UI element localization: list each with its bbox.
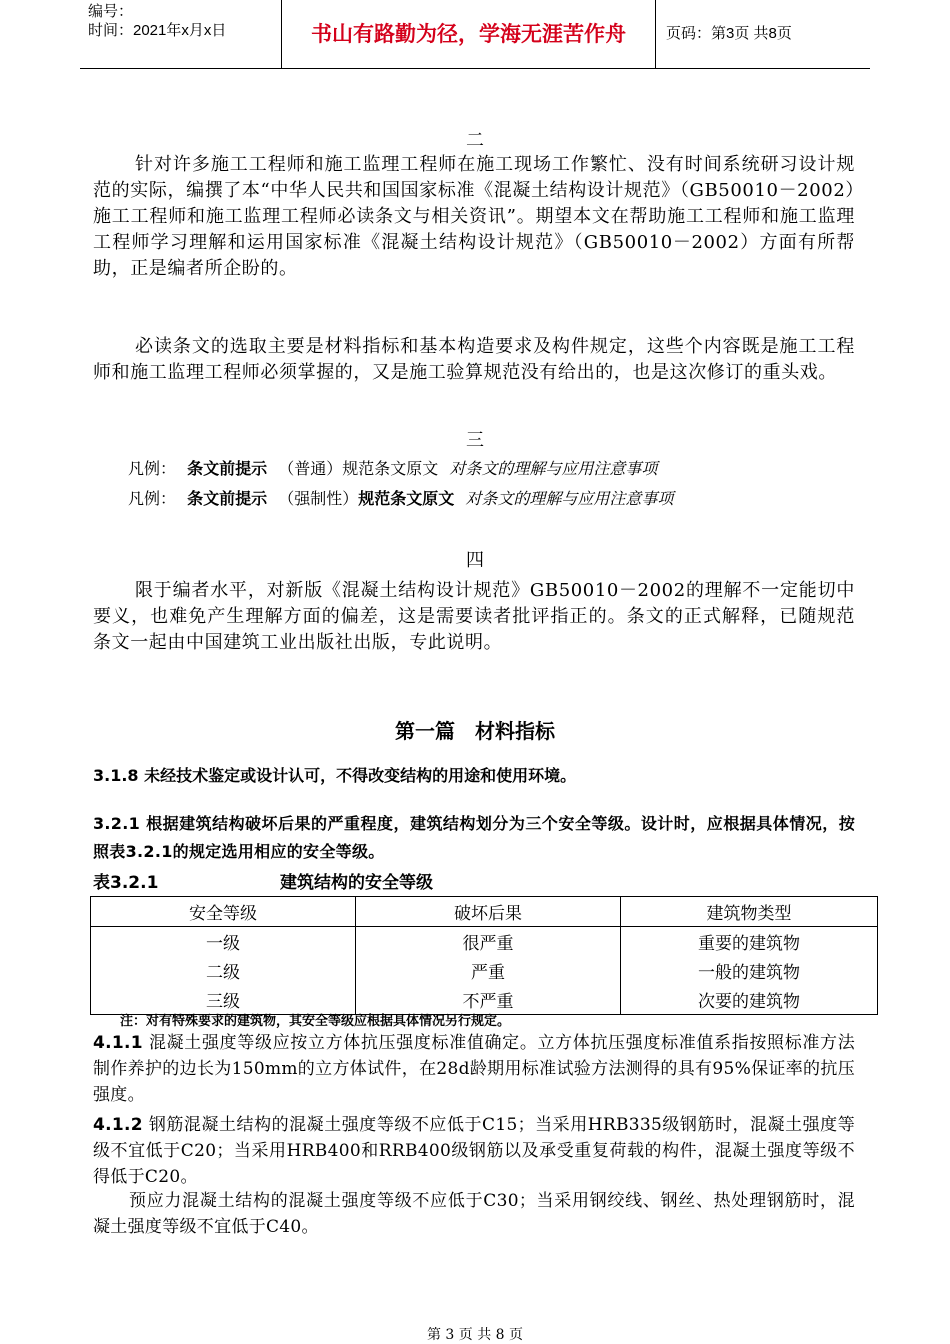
section-2-para-1: 针对许多施工工程师和施工监理工程师在施工现场工作繁忙、没有时间系统研习设计规范的实际，编撰了本“中华人民共和国国家标准《混凝土结构设计规范》（GB50010－2002）施工工程师和施工监理工程师必读条文与相关资讯”。期望本文在帮助施工工程师和施工监理工程师学习理解和运用国家标准《混凝土结构设计规范》（GB50010－2002）方面有所帮助，正是编者所企盼的。 (93, 154, 855, 279)
legend-note: 对条文的理解与应用注意事项 (465, 489, 674, 508)
legend-kind-bold: 规范条文原文 (358, 489, 455, 508)
section-3-heading: 三 (466, 430, 484, 451)
doc-number: 编号： (88, 3, 134, 20)
clause-3-2-1: 3.2.1 根据建筑结构破坏后果的严重程度，建筑结构划分为三个安全等级。设计时，应根据具体情况，按照表3.2.1的规定选用相应的安全等级。 (93, 814, 855, 861)
clause-text: 混凝土强度等级应按立方体抗压强度标准值确定。立方体抗压强度标准值系指按照标准方法制作养护的边长为150mm的立方体试件，在28d龄期用标准试验方法测得的具有95%保证率的抗压强度。 (93, 1033, 855, 1105)
header-page-number: 页码：第3页 共8页 (666, 25, 792, 42)
section-2-heading: 二 (466, 130, 484, 151)
legend-note: 对条文的理解与应用注意事项 (449, 459, 658, 478)
legend-kind: （强制性） (278, 489, 359, 508)
clause-number: 4.1.2 (93, 1115, 143, 1135)
table-header-cell: 破坏后果 (356, 897, 621, 927)
clause-4-1-2 (93, 1112, 855, 1190)
clause-4-1-2-para-2: 预应力混凝土结构的混凝土强度等级不应低于C30；当采用钢绞线、钢丝、热处理钢筋时，混凝土强度等级不宜低于C40。 (93, 1191, 855, 1237)
clause-3-1-8: 3.1.8 未经技术鉴定或设计认可，不得改变结构的用途和使用环境。 (93, 766, 577, 785)
table-header-cell: 安全等级 (91, 897, 356, 927)
section-2-para-2: 必读条文的选取主要是材料指标和基本构造要求及构件规定，这些个内容既是施工工程师和施工监理工程师必须掌握的，又是施工验算规范没有给出的，也是这次修订的重头戏。 (93, 336, 855, 383)
table-number: 表3.2.1 (93, 873, 159, 893)
legend-example-normal (128, 458, 663, 480)
table-cell: 重要的建筑物 (621, 927, 878, 957)
legend-example-mandatory (128, 488, 679, 510)
legend-label: 凡例： (128, 459, 177, 478)
table-title: 建筑结构的安全等级 (280, 873, 433, 893)
section-4-para: 限于编者水平，对新版《混凝土结构设计规范》GB50010－2002的理解不一定能切中要义，也难免产生理解方面的偏差，这是需要读者批评指正的。条文的正式解释，已随规范条文一起由中国建筑工业出版社出版，专此说明。 (93, 580, 855, 653)
section-4-heading: 四 (466, 550, 484, 571)
legend-kind: （普通）规范条文原文 (278, 459, 439, 478)
clause-text: 钢筋混凝土结构的混凝土强度等级不应低于C15；当采用HRB335级钢筋时，混凝土强度等级不宜低于C20；当采用HRB400和RRB400级钢筋以及承受重复荷载的构件，混凝土强度等级不得低于C20。 (93, 1115, 855, 1187)
table-cell: 严重 (356, 956, 621, 985)
table-header-cell: 建筑物类型 (621, 897, 878, 927)
table-note: 注：对有特殊要求的建筑物，其安全等级应根据具体情况另行规定。 (120, 1014, 511, 1029)
safety-level-table (90, 896, 878, 1015)
table-cell: 次要的建筑物 (621, 985, 878, 1015)
clause-4-1-1 (93, 1030, 855, 1108)
header-meta (80, 0, 282, 68)
table-caption (93, 868, 433, 893)
table-cell: 三级 (91, 985, 356, 1015)
table-row (91, 927, 878, 957)
doc-time: 时间：2021年x月x日 (88, 22, 227, 39)
table-cell: 一般的建筑物 (621, 956, 878, 985)
legend-label: 凡例： (128, 489, 177, 508)
table-cell: 一级 (91, 927, 356, 957)
table-row (91, 956, 878, 985)
page-footer: 第 3 页 共 8 页 (426, 1327, 524, 1343)
table-cell: 二级 (91, 956, 356, 985)
legend-hint: 条文前提示 (187, 489, 268, 508)
page-header (80, 0, 870, 69)
table-header-row (91, 897, 878, 927)
clause-number: 4.1.1 (93, 1033, 143, 1053)
part-1-title: 第一篇 材料指标 (395, 719, 555, 743)
table-cell: 不严重 (356, 985, 621, 1015)
legend-hint: 条文前提示 (187, 459, 268, 478)
header-motto: 书山有路勤为径，学海无涯苦作舟 (282, 0, 656, 68)
table-cell: 很严重 (356, 927, 621, 957)
